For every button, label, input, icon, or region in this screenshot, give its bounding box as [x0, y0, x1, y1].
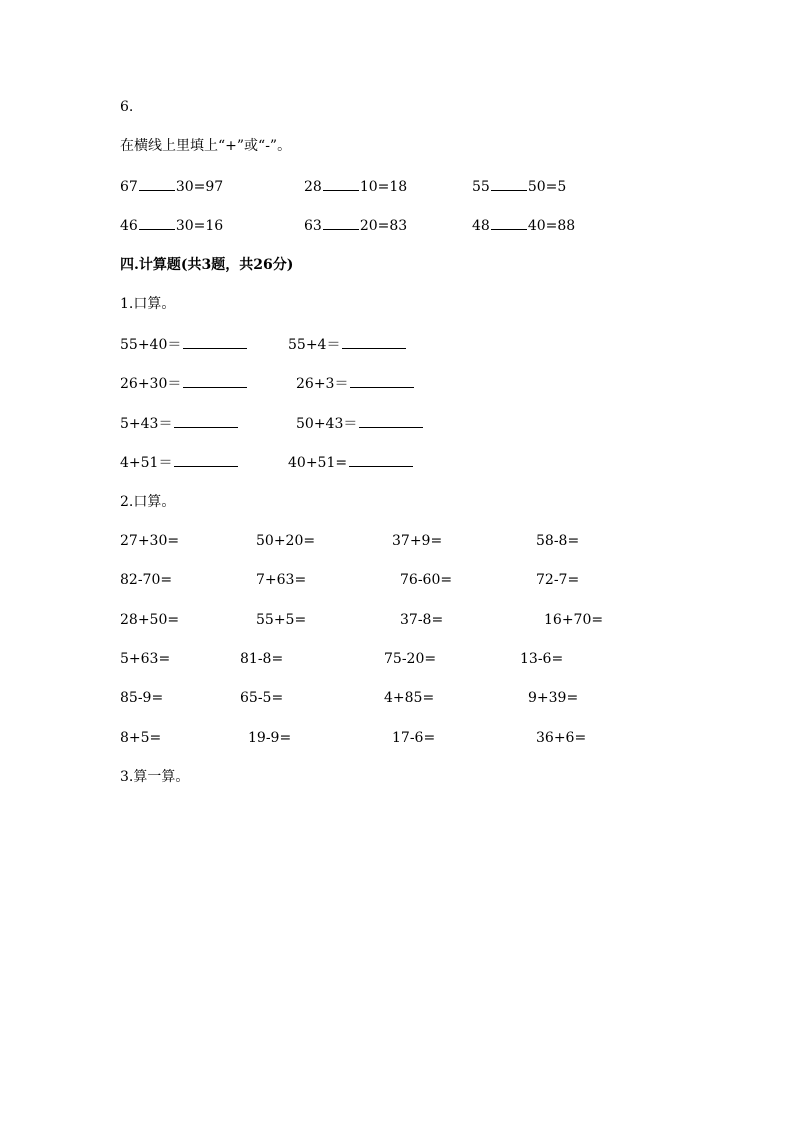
fill-item-right: 20=83 — [359, 218, 408, 234]
calc-item: 55+5= — [256, 612, 307, 628]
calc-expression: 50+43＝ — [296, 416, 358, 432]
fill-item — [304, 216, 407, 235]
calc-item: 8+5= — [120, 730, 162, 746]
calc-expression: 55+40＝ — [120, 337, 182, 353]
calc-expression: 26+30＝ — [120, 376, 182, 392]
answer-blank[interactable] — [174, 414, 238, 428]
calc-expression: 26+3＝ — [296, 376, 349, 392]
calc-item: 75-20= — [384, 651, 437, 667]
calc-item — [296, 414, 423, 433]
question-instruction: 在横线上里填上“+”或“-”。 — [120, 138, 292, 154]
answer-blank[interactable] — [323, 216, 359, 230]
calc-item: 4+85= — [384, 690, 435, 706]
fill-item — [120, 216, 223, 235]
fill-item-left: 67 — [120, 179, 138, 195]
fill-item-right: 50=5 — [527, 179, 567, 195]
calc-item: 19-9= — [248, 730, 292, 746]
calc-item: 82-70= — [120, 572, 173, 588]
fill-item — [120, 177, 223, 196]
question-number: 6. — [120, 99, 134, 115]
fill-item-left: 48 — [472, 218, 490, 234]
fill-item-right: 10=18 — [359, 179, 408, 195]
fill-item-left: 63 — [304, 218, 322, 234]
calc-item — [120, 335, 247, 354]
calc-item: 37+9= — [392, 533, 443, 549]
answer-blank[interactable] — [350, 374, 414, 388]
answer-blank[interactable] — [183, 335, 247, 349]
calc-item: 36+6= — [536, 730, 587, 746]
calc-item: 85-9= — [120, 690, 164, 706]
answer-blank[interactable] — [359, 414, 423, 428]
section-heading: 四.计算题(共3题，共26分) — [120, 257, 294, 273]
answer-blank[interactable] — [174, 453, 238, 467]
fill-item-right: 30=16 — [175, 218, 224, 234]
calc-item: 81-8= — [240, 651, 284, 667]
part-title: 2.口算。 — [120, 494, 176, 510]
fill-item-right: 30=97 — [175, 179, 224, 195]
answer-blank[interactable] — [491, 216, 527, 230]
answer-blank[interactable] — [323, 177, 359, 191]
fill-item-right: 40=88 — [527, 218, 576, 234]
calc-item — [120, 374, 247, 393]
calc-item: 72-7= — [536, 572, 580, 588]
answer-blank[interactable] — [491, 177, 527, 191]
calc-item: 9+39= — [528, 690, 579, 706]
calc-item: 76-60= — [400, 572, 453, 588]
calc-item — [120, 414, 238, 433]
answer-blank[interactable] — [183, 374, 247, 388]
calc-expression: 4+51＝ — [120, 455, 173, 471]
calc-item: 5+63= — [120, 651, 171, 667]
calc-item: 17-6= — [392, 730, 436, 746]
calc-item: 7+63= — [256, 572, 307, 588]
fill-item-left: 55 — [472, 179, 490, 195]
calc-expression: 55+4＝ — [288, 337, 341, 353]
answer-blank[interactable] — [139, 177, 175, 191]
calc-item: 65-5= — [240, 690, 284, 706]
calc-expression: 40+51= — [288, 455, 348, 471]
answer-blank[interactable] — [342, 335, 406, 349]
calc-item: 28+50= — [120, 612, 180, 628]
fill-item-left: 28 — [304, 179, 322, 195]
fill-item-left: 46 — [120, 218, 138, 234]
calc-item — [288, 335, 406, 354]
calc-item: 13-6= — [520, 651, 564, 667]
calc-item: 58-8= — [536, 533, 580, 549]
answer-blank[interactable] — [139, 216, 175, 230]
calc-item: 16+70= — [544, 612, 604, 628]
calc-item — [296, 374, 414, 393]
fill-item — [472, 216, 575, 235]
calc-item: 50+20= — [256, 533, 316, 549]
fill-item — [472, 177, 566, 196]
calc-expression: 5+43＝ — [120, 416, 173, 432]
part-title: 3.算一算。 — [120, 769, 190, 785]
part-title: 1.口算。 — [120, 296, 176, 312]
calc-item: 37-8= — [400, 612, 444, 628]
answer-blank[interactable] — [349, 453, 413, 467]
fill-item — [304, 177, 407, 196]
calc-item — [288, 453, 413, 472]
calc-item: 27+30= — [120, 533, 180, 549]
calc-item — [120, 453, 238, 472]
